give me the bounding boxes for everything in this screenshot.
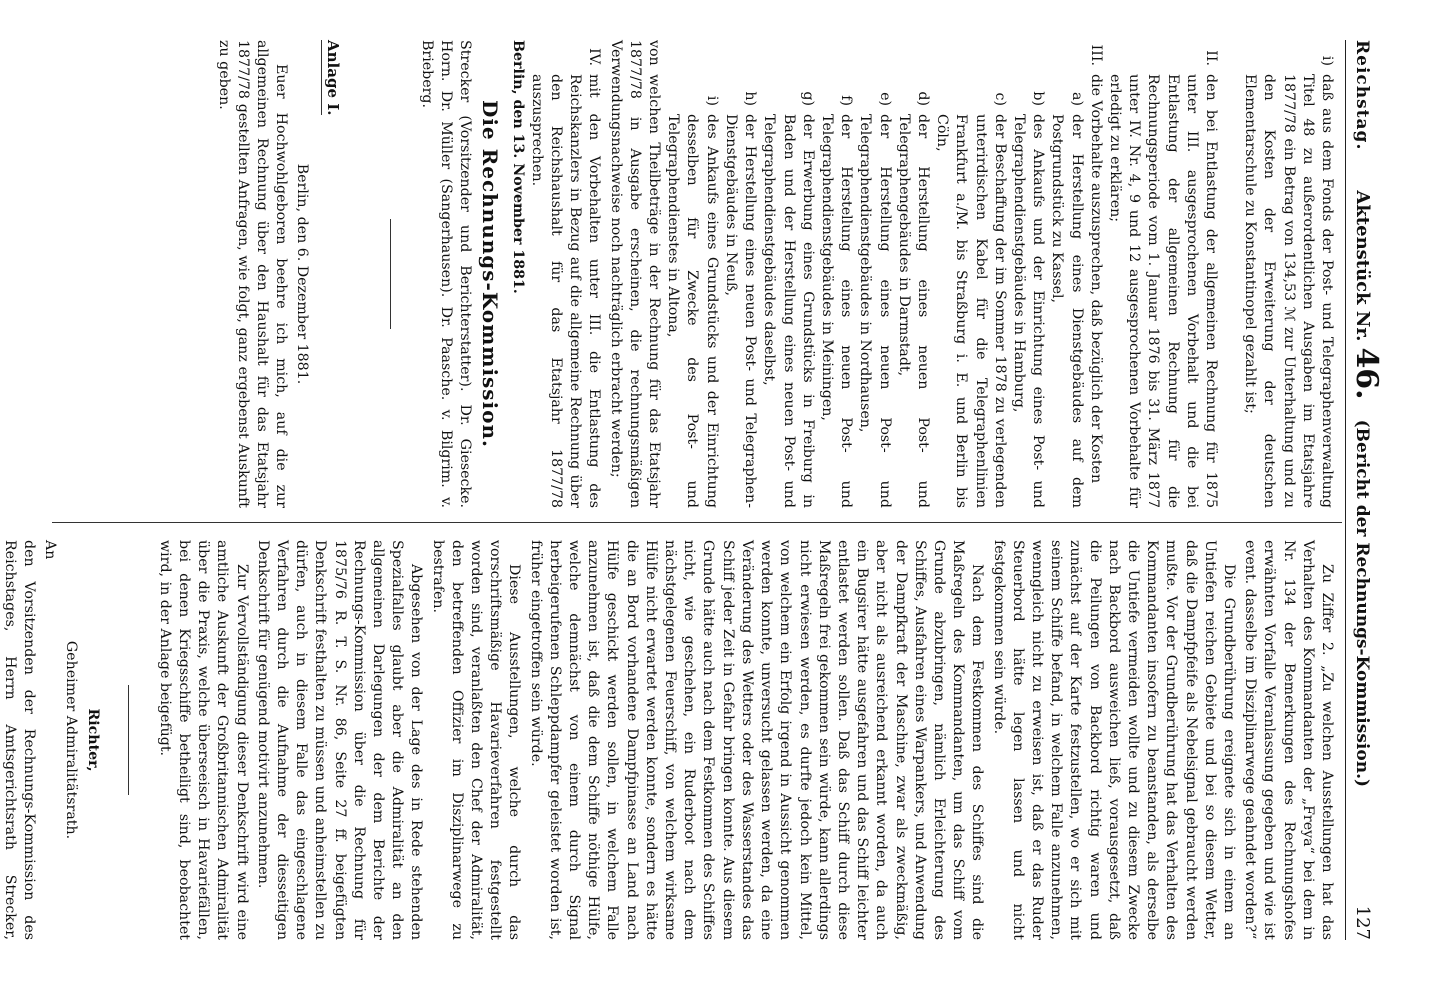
sub-item-label: f) <box>838 95 855 106</box>
addressee: den Vorsitzenden der Rechnungs-Kommission des Reichstages, Herrn Amtsgerichtsrath Strecker, <box>1 540 37 940</box>
item-label: II. <box>1202 50 1219 66</box>
sub-item-label: b) <box>1030 91 1047 106</box>
paragraph: Nach dem Festkommen des Schiffes sind die Maßregeln des Kommandanten, um das Schiff vom Grunde abzubringen, nämlich Erleichterung des Schiffes, Ausfahren eines Warpankers, und Anwendung der Dampfkraft der Maschine, zwar als zweckmäßig, aber nicht als ausreichend erkannt worden, da auch ein Bugsirer hätte ausgefahren und das Schiff leichter entlastet werden sollen. Daß das Schiff durch diese Maßregeln frei gekommen sein würde, kann allerdings nicht erwiesen werden, es durfte jedoch kein Mittel, von welchem ein Erfolg irgend in Aussicht genommen werden konnte, unversucht gelassen werden, da eine Veränderung des Wetters oder des Wasserstandes das Schiff jeder Zeit in Gefahr bringen konnte. Aus diesem Grunde hätte auch nach dem Festkommen des Schiffes nicht, wie geschehen, ein Ruderboot nach dem nächstgelegenen Feuerschiff, von welchem wirksame Hülfe nicht erwartet werden konnte, sondern es hätte die an Bord vorhandene Dampfpinasse an Land nach Hülfe geschickt werden sollen, in welchem Falle anzunehmen ist, daß die dem Schiffe nöthige Hülfe, welche demnächst von einem durch Signal herbeigerufenen Schleppdampfer geleistet worden ist, früher eingetroffen sein würde. <box>527 540 986 940</box>
signer-name: Richter, <box>84 708 101 772</box>
separator-line <box>128 685 129 795</box>
sub-item <box>721 80 759 508</box>
signatories: Strecker (Vorsitzender und Berichterstatter). Dr. Giesecke. Horn. Dr. Müller (Sangerhausen). Dr. Paasche. v. Bilgrim. v. Brieberg. <box>418 40 474 508</box>
sub-item-text: des Ankaufs und der Einrichtung eines Post- und Telegraphendienstgebäudes in Hamburg, <box>1010 114 1047 508</box>
paragraph: von welchen Theilbeträge in der Rechnung für das Etatsjahr 1877/78 in Ausgabe erscheinen, die rechnungsmäßigen Verwendungsnachweise noch nachträglich erbracht werden; <box>607 40 663 508</box>
right-column <box>0 540 1336 940</box>
signer-title: Geheimer Admiralitätsrath. <box>63 640 80 840</box>
paragraph: Die Grundberührung ereignete sich in einem an Untiefen reichen Gebiete und bei so diesem Wetter, daß die Dampfpfeife als Nebelsignal gebraucht werden mußte. Vor der Grundberührung hat das Verhalten des Kommandanten insofern zu beanstanden, als derselbe die Untiefe vermeiden wollte und zu diesem Zwecke nach Backbord ausweichen ließ, vorausgesetzt, daß die Peilungen von Backbord richtig waren und zunächst auf der Karte festzustellen, wo er sich mit seinem Schiffe befand, in welchem Falle anzunehmen, wenngleich nicht zu erweisen ist, daß er das Ruder Steuerbord hätte legen lassen und nicht festgekommen sein würde. <box>990 540 1237 940</box>
digitization-note <box>1404 0 1430 1000</box>
sub-item-text: der Erwerbung eines Grundstücks in Freiburg in Baden und der Herstellung eines neuen Post- und Telegraphendienstgebäudes daselbst, <box>761 114 816 508</box>
paragraph: Abgesehen von der Lage des in Rede stehenden Spezialfalles glaubt aber die Admiralität an den allgemeinen Darlegungen der dem Berichte der Rechnungs-Kommission über die Rechnung für 1875/76 R. T. S. Nr. 86, Seite 27 ff. beigefügten Denkschrift festhalten zu müssen und anheimstellen zu dürfen, auch in diesem Falle das eingeschlagene Verfahren durch die Aufnahme der diesseitigen Denkschrift für genügend motivirt anzunehmen. <box>254 540 425 940</box>
anlage-title: Anlage I. <box>321 40 341 115</box>
paragraph: Zur Vervollständigung dieser Denkschrift wird eine amtliche Auskunft der Großbritannischen Admiralität über die Praxis, welche überseeisch in Havariefällen, bei denen Kriegsschiffe betheiligt sind, beobachtet wird, in der Anlage beigefügt. <box>156 540 250 940</box>
sub-item-text: des Ankaufs eines Grundstücks und der Einrichtung desselben für Zwecke des Post- und Telegraphendienstes in Altona, <box>665 114 720 508</box>
item-label: i) <box>1319 55 1335 66</box>
sub-item-label: d) <box>914 91 931 106</box>
left-column <box>211 40 1336 508</box>
sub-item <box>932 80 1009 508</box>
sub-item-text: der Herstellung eines neuen Post- und Telegraphendienstgebäudes in Nordhausen, <box>857 114 893 508</box>
list-item <box>1105 40 1220 508</box>
sub-item <box>894 80 932 508</box>
column-divider <box>52 522 1342 523</box>
header-rule <box>1345 40 1346 940</box>
sub-item <box>817 80 855 508</box>
sub-item-text: der Herstellung eines Dienstgebäudes auf dem Postgrundstück zu Kassel, <box>1049 114 1085 508</box>
header-reichstag: Reichstag. <box>1352 40 1372 151</box>
anlage-text: Euer Hochwohlgeboren beehre ich mich, auf die zur allgemeinen Rechnung über den Haushalt für das Etatsjahr 1877/78 gestellten Anfragen, wie folgt, ganz ergebenst Auskunft zu geben. <box>215 40 290 508</box>
sub-item-text: der Herstellung eines neuen Post- und Telegraphengebäudes in Darmstadt, <box>895 114 931 508</box>
item-label: IV. <box>586 48 603 66</box>
addressee-prefix: An <box>42 540 59 560</box>
item-text: daß aus dem Fonds der Post- und Telegraphenverwaltung Titel 48 zu außerordentlichen Ausgaben im Etatsjahre 1877/78 ein Betrag von 134,53 ℳ zur Unterhaltung und zu den Kosten der Erweiterung der deutschen Elementarschule zu Konstantinopel gezahlt ist; <box>1242 74 1335 508</box>
sub-item-label: i) <box>703 95 720 106</box>
paragraph: Zu Ziffer 2. „Zu welchen Ausstellungen hat das Verhalten des Kommandanten der „Freya“ bei dem in Nr. 134 der Bemerkungen des Rechnungshofes erwähnten Vorfalle Veranlassung gegeben und wie ist event. dasselbe im Disziplinarwege geahndet worden?“ <box>1242 540 1335 940</box>
sub-item-label: a) <box>1068 92 1085 106</box>
paragraph: Diese Ausstellungen, welche durch das vorschriftsmäßige Havarieverfahren festgestellt worden sind, veranlaßten den Chef der Admiralität, den betreffenden Offizier im Disziplinarwege zu bestrafen. <box>429 540 523 940</box>
sub-item <box>663 80 721 508</box>
sub-item-list <box>663 80 1085 508</box>
sub-item-label: h) <box>742 91 759 106</box>
list-item <box>527 40 604 508</box>
anlage-date: Berlin, den 6. Dezember 1881. <box>294 163 311 385</box>
sub-item <box>759 80 817 508</box>
header-number: 46. <box>1349 347 1384 400</box>
page-header <box>1344 40 1384 940</box>
separator-line <box>390 219 391 329</box>
sub-item-label: c) <box>991 92 1008 106</box>
item-label: III. <box>1087 44 1104 66</box>
list-item <box>1240 40 1336 508</box>
sub-item-text: der Beschaffung der im Sommer 1878 zu verlegenden unterirdischen Kabel für die Telegraphenlinien Frankfurt a./M. bis Straßburg i. E. und Berlin bis Cöln, <box>934 114 1008 508</box>
sub-item-label: e) <box>876 92 893 106</box>
date-line: Berlin, den 13. November 1881. <box>509 40 526 294</box>
sub-item <box>855 80 893 508</box>
list-item <box>1086 40 1105 508</box>
item-text: den bei Entlastung der allgemeinen Rechnung für 1875 unter III. ausgesprochenen Vorbehalt und die bei Entlastung der allgemeinen Rechnung für die Rechnungsperiode vom 1. Januar 1876 bis 31. März 1877 unter IV. Nr. 4, 9 und 12 ausgesprochenen Vorbehalte für erledigt zu erklären; <box>1106 74 1219 508</box>
sub-item <box>1047 80 1085 508</box>
sub-item-label: g) <box>799 91 816 106</box>
commission-title: Die Rechnungs-Kommission. <box>478 99 503 449</box>
header-subtitle: (Bericht der Rechnungs-Kommission.) <box>1352 419 1372 788</box>
sub-item-text: der Herstellung eines neuen Post- und Telegraphendienstgebäudes in Meiningen, <box>818 114 855 508</box>
item-text: die Vorbehalte auszusprechen, daß bezüglich der Kosten <box>1087 74 1104 484</box>
page-number: 127 <box>1352 905 1373 940</box>
sub-item-text: der Herstellung eines neuen Post- und Telegraphen-Dienstgebäudes in Neuß, <box>722 114 759 508</box>
header-aktenstueck: Aktenstück Nr. <box>1352 190 1373 342</box>
item-text: mit den Vorbehalten unter III. die Entlastung des Reichskanzlers in Bezug auf die allgemeine Rechnung über den Reichshaushalt für das Etatsjahr 1877/78 auszusprechen. <box>528 74 603 508</box>
sub-item <box>1009 80 1047 508</box>
